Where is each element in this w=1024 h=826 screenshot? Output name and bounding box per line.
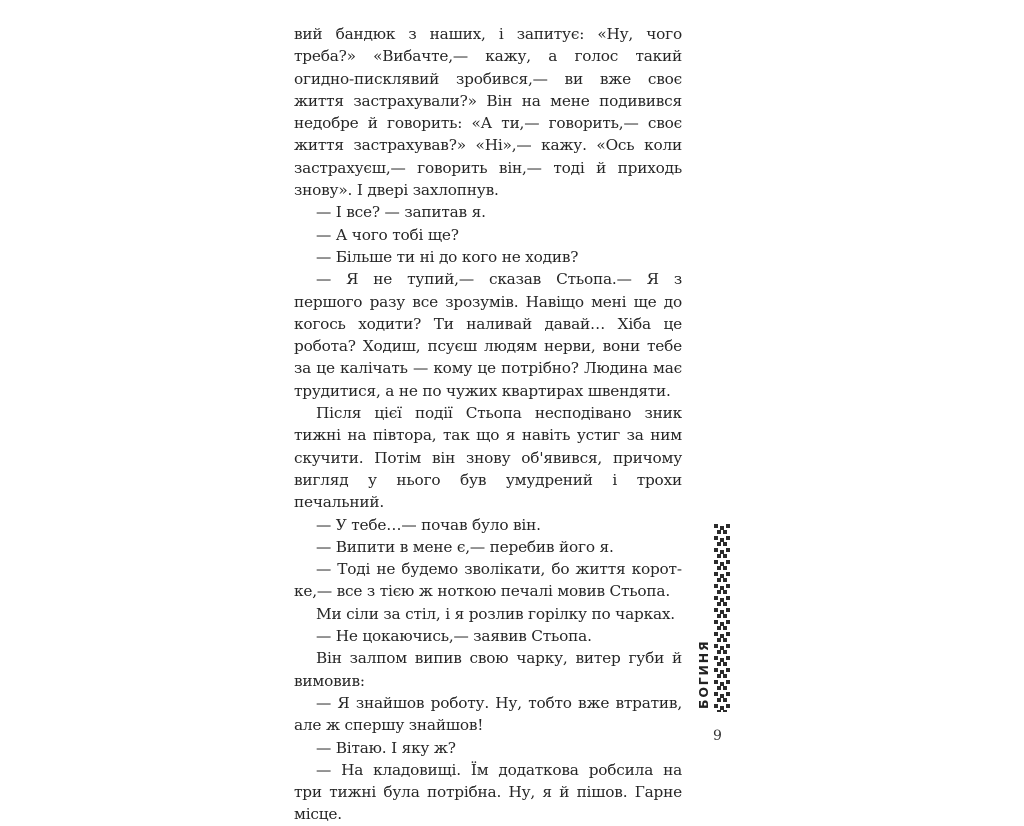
ornament-mark <box>723 542 727 546</box>
paragraph: — Тоді не будемо зволікати, бо життя коротке,— все з тією ж ноткою печалі мовив Стьопа. <box>294 560 682 601</box>
paragraph: — Я знайшов роботу. Ну, тобто вже втратив, але ж спершу знайшов! <box>294 693 682 735</box>
ornament-mark <box>714 608 718 612</box>
ornament-mark <box>714 572 718 576</box>
ornament-mark <box>717 710 721 712</box>
ornament-mark <box>714 548 718 552</box>
ornament-mark <box>717 650 721 654</box>
ornament-mark <box>723 650 727 654</box>
ornament-mark <box>726 584 730 588</box>
ornament-mark <box>717 686 721 690</box>
ornament-mark <box>723 638 727 642</box>
ornament-mark <box>714 644 718 648</box>
ornament-mark <box>720 586 724 590</box>
ornament-mark <box>726 536 730 540</box>
ornament-mark <box>723 698 727 702</box>
ornament-mark <box>720 562 724 566</box>
paragraph: Ми сіли за стіл, і я розлив горілку по чарках. <box>316 604 675 623</box>
ornament-mark <box>717 698 721 702</box>
paragraph: — Я не тупий,— сказав Стьопа.— Я з першого разу все зрозумів. Навіщо мені ще до когось ходити? Ти наливай давай… Хіба це робота? Ходиш, псуєш людям нерви, вони тебе за це калічать — кому це потрібно? Людина має трудитися, а не по чужих квартирах швендяти. <box>294 270 682 400</box>
ornament-mark <box>720 598 724 602</box>
ornament-mark <box>717 614 721 618</box>
page-number: 9 <box>713 728 722 744</box>
ornament-mark <box>714 584 718 588</box>
ornament-mark <box>720 526 724 530</box>
ornament-mark <box>714 632 718 636</box>
ornament-mark <box>726 524 730 528</box>
ornament-mark <box>723 686 727 690</box>
ornament-mark <box>714 668 718 672</box>
paragraph: — Вітаю. І яку ж? <box>316 738 456 757</box>
ornament-mark <box>723 710 727 712</box>
ornament-mark <box>717 530 721 534</box>
ornament-mark <box>714 692 718 696</box>
ornament-mark <box>717 542 721 546</box>
ornament-mark <box>714 656 718 660</box>
ornament-mark <box>714 596 718 600</box>
ornament-mark <box>717 638 721 642</box>
ornament-mark <box>723 602 727 606</box>
ornament-mark <box>720 550 724 554</box>
ornament-mark <box>717 674 721 678</box>
ornament-mark <box>714 680 718 684</box>
paragraph: вий бандюк з наших, і запитує: «Ну, чого треба?» «Вибачте,— кажу, а голос такий огидно-писклявий зробився,— ви вже своє життя застрахували?» Він на мене подивився недобре й говорить: «А ти,— говорить,— своє життя застрахував?» «Ні»,— кажу. «Ось коли застрахуєш,— говорить він,— тоді й приходь знову». І двері захлопнув. <box>294 25 682 200</box>
ornament-mark <box>726 560 730 564</box>
paragraph: — У тебе…— почав було він. <box>316 515 541 534</box>
ornament-mark <box>717 566 721 570</box>
ornament-band <box>714 524 730 712</box>
ornament-mark <box>723 554 727 558</box>
ornament-mark <box>726 572 730 576</box>
paragraph: — На кладовищі. Їм додаткова робсила на три тижні була потрібна. Ну, я й пішов. Гарне місце. <box>294 760 682 824</box>
ornament-mark <box>714 560 718 564</box>
chapter-side-tab <box>694 524 730 712</box>
chapter-title-vertical: БОГИНЯ <box>696 639 711 709</box>
ornament-mark <box>726 548 730 552</box>
ornament-mark <box>726 632 730 636</box>
ornament-mark <box>720 622 724 626</box>
ornament-mark <box>720 538 724 542</box>
ornament-mark <box>723 590 727 594</box>
ornament-mark <box>720 646 724 650</box>
ornament-mark <box>723 626 727 630</box>
ornament-mark <box>717 554 721 558</box>
paragraph: — Не цокаючись,— заявив Стьопа. <box>316 627 592 646</box>
ornament-mark <box>717 626 721 630</box>
paragraph: — Випити в мене є,— перебив його я. <box>316 537 614 556</box>
ornament-mark <box>723 578 727 582</box>
ornament-mark <box>726 596 730 600</box>
ornament-mark <box>720 670 724 674</box>
ornament-mark <box>714 620 718 624</box>
ornament-mark <box>723 662 727 666</box>
body-text <box>294 23 682 826</box>
ornament-mark <box>723 674 727 678</box>
ornament-mark <box>726 608 730 612</box>
ornament-mark <box>720 694 724 698</box>
paragraph: Він залпом випив свою чарку, витер губи й вимовив: <box>294 649 682 690</box>
ornament-mark <box>726 680 730 684</box>
paragraph: — А чого тобі ще? <box>316 225 459 244</box>
ornament-mark <box>717 662 721 666</box>
ornament-mark <box>726 644 730 648</box>
ornament-mark <box>714 704 718 708</box>
ornament-mark <box>714 536 718 540</box>
paragraph: — І все? — запитав я. <box>316 203 486 222</box>
ornament-mark <box>726 668 730 672</box>
ornament-mark <box>726 656 730 660</box>
ornament-mark <box>720 658 724 662</box>
ornament-mark <box>723 614 727 618</box>
ornament-mark <box>726 692 730 696</box>
ornament-mark <box>720 706 724 710</box>
ornament-mark <box>723 530 727 534</box>
ornament-mark <box>720 610 724 614</box>
ornament-mark <box>714 524 718 528</box>
paragraph: Після цієї події Стьопа несподівано зник тижні на півтора, так що я навіть устиг за ним скучити. Потім він знову об'явився, причому вигляд у нього був умудрений і трохи печальний. <box>294 404 682 512</box>
ornament-mark <box>720 634 724 638</box>
paragraph: — Більше ти ні до кого не ходив? <box>316 247 579 266</box>
ornament-mark <box>717 602 721 606</box>
ornament-mark <box>717 578 721 582</box>
ornament-mark <box>717 590 721 594</box>
ornament-mark <box>726 620 730 624</box>
ornament-mark <box>720 682 724 686</box>
ornament-mark <box>723 566 727 570</box>
ornament-mark <box>720 574 724 578</box>
ornament-mark <box>726 704 730 708</box>
